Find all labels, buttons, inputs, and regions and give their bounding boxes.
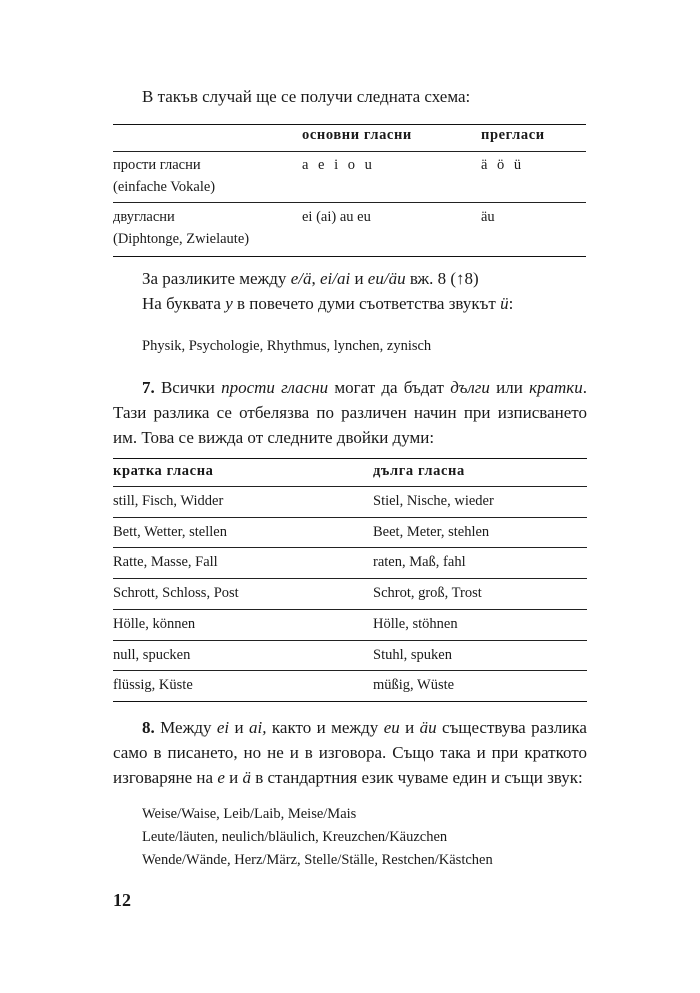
row-basic: a e i o u <box>302 157 375 173</box>
row-basic: ei (ai) au eu <box>302 209 371 225</box>
row-umlaut: ä ö ü <box>481 157 525 173</box>
row-divider <box>113 202 586 203</box>
section-number: 8. <box>142 718 155 737</box>
row-label-de: (einfache Vokale) <box>113 179 216 195</box>
section-8-paragraph: 8. Между ei и ai, както и между eu и äu съществува разлика само в писането, но не и в изговора. Също така и при краткото изговаряне на e и ä в стандартния език чуваме един и същи звук: <box>113 718 587 787</box>
long-vowel-cell: Hölle, stöhnen <box>373 615 458 632</box>
header-short-vowel: кратка гласна <box>113 463 214 479</box>
row-label-de: (Diphtonge, Zwielaute) <box>113 231 250 247</box>
section-number: 7. <box>142 378 155 397</box>
short-vowel-cell: Ratte, Masse, Fall <box>113 554 218 571</box>
table-header-rule <box>113 486 587 487</box>
note-differences: За разликите между e/ä, ei/ai и eu/äu вж. 8 (↑8) <box>142 269 479 288</box>
long-vowel-cell: Schrot, groß, Trost <box>373 585 482 602</box>
long-vowel-cell: raten, Maß, fahl <box>373 554 466 571</box>
row-umlaut: äu <box>481 209 495 225</box>
row-divider <box>113 547 587 548</box>
long-vowel-cell: Stuhl, spuken <box>373 646 452 663</box>
table-top-rule <box>113 458 587 459</box>
section-7-paragraph: 7. Всички прости гласни могат да бъдат дълги или кратки. Тази разлика се отбелязва по различен начин при изписването им. Това се вижда от следните двойки думи: <box>113 378 587 447</box>
header-basic-vowels: основни гласни <box>302 127 412 143</box>
long-vowel-cell: müßig, Wüste <box>373 677 455 694</box>
short-vowel-cell: Schrott, Schloss, Post <box>113 585 239 602</box>
short-vowel-cell: flüssig, Küste <box>113 677 193 694</box>
short-vowel-cell: null, spucken <box>113 646 191 663</box>
short-vowel-cell: Hölle, können <box>113 615 196 632</box>
header-umlauts: прегласи <box>481 127 545 143</box>
table-bottom-rule <box>113 256 586 257</box>
row-divider <box>113 609 587 610</box>
row-divider <box>113 670 587 671</box>
long-vowel-cell: Stiel, Nische, wieder <box>373 493 494 509</box>
row-divider <box>113 517 587 518</box>
header-long-vowel: дълга гласна <box>373 463 465 479</box>
note-letter-y: На буквата y в повечето думи съответства звукът ü: <box>142 294 514 313</box>
row-label: двугласни <box>113 209 175 225</box>
short-vowel-cell: still, Fisch, Widder <box>113 493 224 509</box>
short-vowel-cell: Bett, Wetter, stellen <box>113 523 227 540</box>
row-label: прости гласни <box>113 157 201 173</box>
intro-text: В такъв случай ще се получи следната схема: <box>142 87 471 106</box>
example-line: Leute/läuten, neulich/bläulich, Kreuzchen/Käuzchen <box>142 829 448 845</box>
row-divider <box>113 640 587 641</box>
example-line: Wende/Wände, Herz/März, Stelle/Ställe, Restchen/Kästchen <box>142 852 493 868</box>
examples-y-words: Physik, Psychologie, Rhythmus, lynchen, zynisch <box>142 338 432 354</box>
table-header-rule <box>113 151 586 152</box>
example-line: Weise/Waise, Leib/Laib, Meise/Mais <box>142 806 357 822</box>
long-vowel-cell: Beet, Meter, stehlen <box>373 523 490 540</box>
row-divider <box>113 578 587 579</box>
page-number: 12 <box>113 890 131 910</box>
table-bottom-rule <box>113 701 587 702</box>
